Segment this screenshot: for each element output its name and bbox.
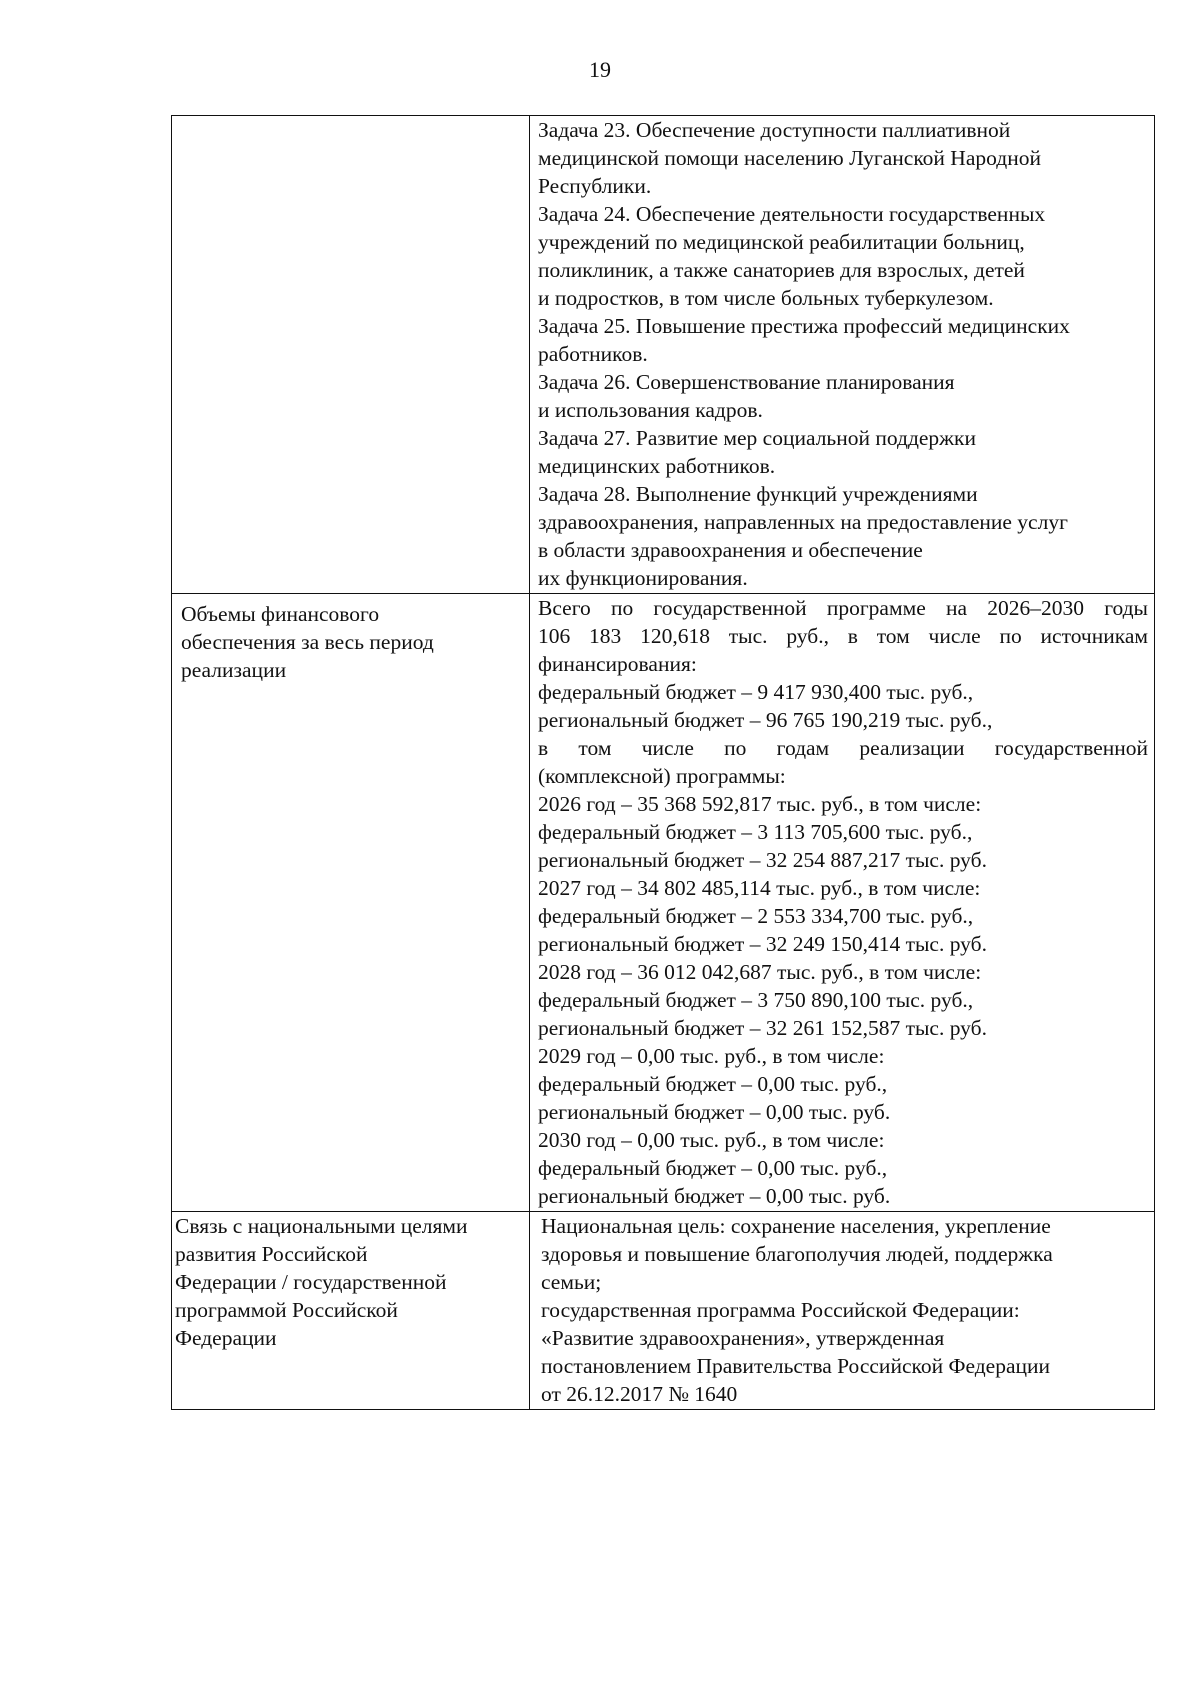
tasks-label — [172, 116, 529, 126]
financing-by-year-intro — [538, 734, 1148, 762]
text-line: Республики. — [538, 174, 652, 198]
text-line: развития Российской — [175, 1242, 368, 1266]
financing-total — [538, 594, 1148, 650]
text-line: семьи; — [541, 1270, 602, 1294]
text-line: региональный бюджет – 32 249 150,414 тыс. руб. — [538, 932, 987, 956]
text-line: реализации — [181, 658, 287, 682]
text-line: региональный бюджет – 32 254 887,217 тыс. руб. — [538, 848, 987, 872]
text-line: от 26.12.2017 № 1640 — [541, 1382, 738, 1406]
page-number: 19 — [589, 57, 611, 82]
national-goals-label-cell — [172, 1212, 530, 1410]
text-line: Объемы финансового — [181, 602, 380, 626]
national-goals-value-cell — [530, 1212, 1155, 1410]
text-line: обеспечения за весь период — [181, 630, 434, 654]
financing-details — [530, 594, 1154, 1211]
financing-value-cell — [530, 594, 1155, 1212]
text-line: Национальная цель: сохранение населения, укрепление — [541, 1214, 1051, 1238]
text-line: государственная программа Российской Федерации: — [541, 1298, 1020, 1322]
program-passport-table — [171, 115, 1155, 1410]
text-line: «Развитие здравоохранения», утвержденная — [541, 1326, 945, 1350]
text-line: финансирования: — [538, 652, 697, 676]
text-line: здравоохранения, направленных на предоставление услуг — [538, 510, 1068, 534]
table-row-financing — [172, 594, 1155, 1212]
text-line: постановлением Правительства Российской Федерации — [541, 1354, 1051, 1378]
text-line: региональный бюджет – 96 765 190,219 тыс. руб., — [538, 708, 993, 732]
table-row-tasks — [172, 116, 1155, 594]
text-line: (комплексной) программы: — [538, 764, 786, 788]
text-line: и подростков, в том числе больных туберкулезом. — [538, 286, 994, 310]
financing-sources — [538, 650, 1148, 734]
text-line: региональный бюджет – 32 261 152,587 тыс. руб. — [538, 1016, 987, 1040]
text-line: Задача 23. Обеспечение доступности паллиативной — [538, 118, 1011, 142]
text-line: их функционирования. — [538, 566, 748, 590]
text-line: 2028 год – 36 012 042,687 тыс. руб., в том числе: — [538, 960, 982, 984]
text-line: региональный бюджет – 0,00 тыс. руб. — [538, 1100, 891, 1124]
text-line: федеральный бюджет – 2 553 334,700 тыс. руб., — [538, 904, 974, 928]
text-line: Связь с национальными целями — [175, 1214, 468, 1238]
tasks-label-cell — [172, 116, 530, 594]
text-line: федеральный бюджет – 0,00 тыс. руб., — [538, 1156, 888, 1180]
text-line: Задача 24. Обеспечение деятельности государственных — [538, 202, 1046, 226]
national-goals-text — [530, 1212, 1154, 1409]
tasks-value-cell — [530, 116, 1155, 594]
text-line: региональный бюджет – 0,00 тыс. руб. — [538, 1184, 891, 1208]
table-row-national-goals — [172, 1212, 1155, 1410]
text-line: и использования кадров. — [538, 398, 763, 422]
text-line: федеральный бюджет – 9 417 930,400 тыс. руб., — [538, 680, 974, 704]
text-line: 2027 год – 34 802 485,114 тыс. руб., в том числе: — [538, 876, 981, 900]
text-line: медицинских работников. — [538, 454, 776, 478]
text-line: 106 183 120,618 тыс. руб., в том числе по источникам — [538, 624, 1148, 648]
text-line: Задача 26. Совершенствование планирования — [538, 370, 955, 394]
text-line: Задача 25. Повышение престижа профессий медицинских — [538, 314, 1070, 338]
text-line: в том числе по годам реализации государственной — [538, 736, 1148, 760]
text-line: в области здравоохранения и обеспечение — [538, 538, 923, 562]
text-line: Федерации — [175, 1326, 277, 1350]
text-line: поликлиник, а также санаториев для взрослых, детей — [538, 258, 1025, 282]
text-line: программой Российской — [175, 1298, 398, 1322]
text-line: здоровья и повышение благополучия людей, поддержка — [541, 1242, 1053, 1266]
text-line: федеральный бюджет – 3 750 890,100 тыс. руб., — [538, 988, 974, 1012]
text-line: Федерации / государственной — [175, 1270, 447, 1294]
text-line: медицинской помощи населению Луганской Народной — [538, 146, 1041, 170]
text-line: учреждений по медицинской реабилитации больниц, — [538, 230, 1025, 254]
text-line: федеральный бюджет – 0,00 тыс. руб., — [538, 1072, 888, 1096]
text-line: Всего по государственной программе на 2026–2030 годы — [538, 596, 1148, 620]
tasks-list — [530, 116, 1154, 593]
text-line: работников. — [538, 342, 648, 366]
text-line: Задача 27. Развитие мер социальной поддержки — [538, 426, 976, 450]
national-goals-label — [172, 1212, 529, 1356]
financing-label-cell — [172, 594, 530, 1212]
financing-label — [172, 594, 529, 688]
text-line: 2026 год – 35 368 592,817 тыс. руб., в том числе: — [538, 792, 982, 816]
text-line: Задача 28. Выполнение функций учреждениями — [538, 482, 978, 506]
text-line: 2030 год – 0,00 тыс. руб., в том числе: — [538, 1128, 885, 1152]
text-line: федеральный бюджет – 3 113 705,600 тыс. руб., — [538, 820, 973, 844]
financing-by-year — [538, 762, 1148, 1210]
text-line: 2029 год – 0,00 тыс. руб., в том числе: — [538, 1044, 885, 1068]
